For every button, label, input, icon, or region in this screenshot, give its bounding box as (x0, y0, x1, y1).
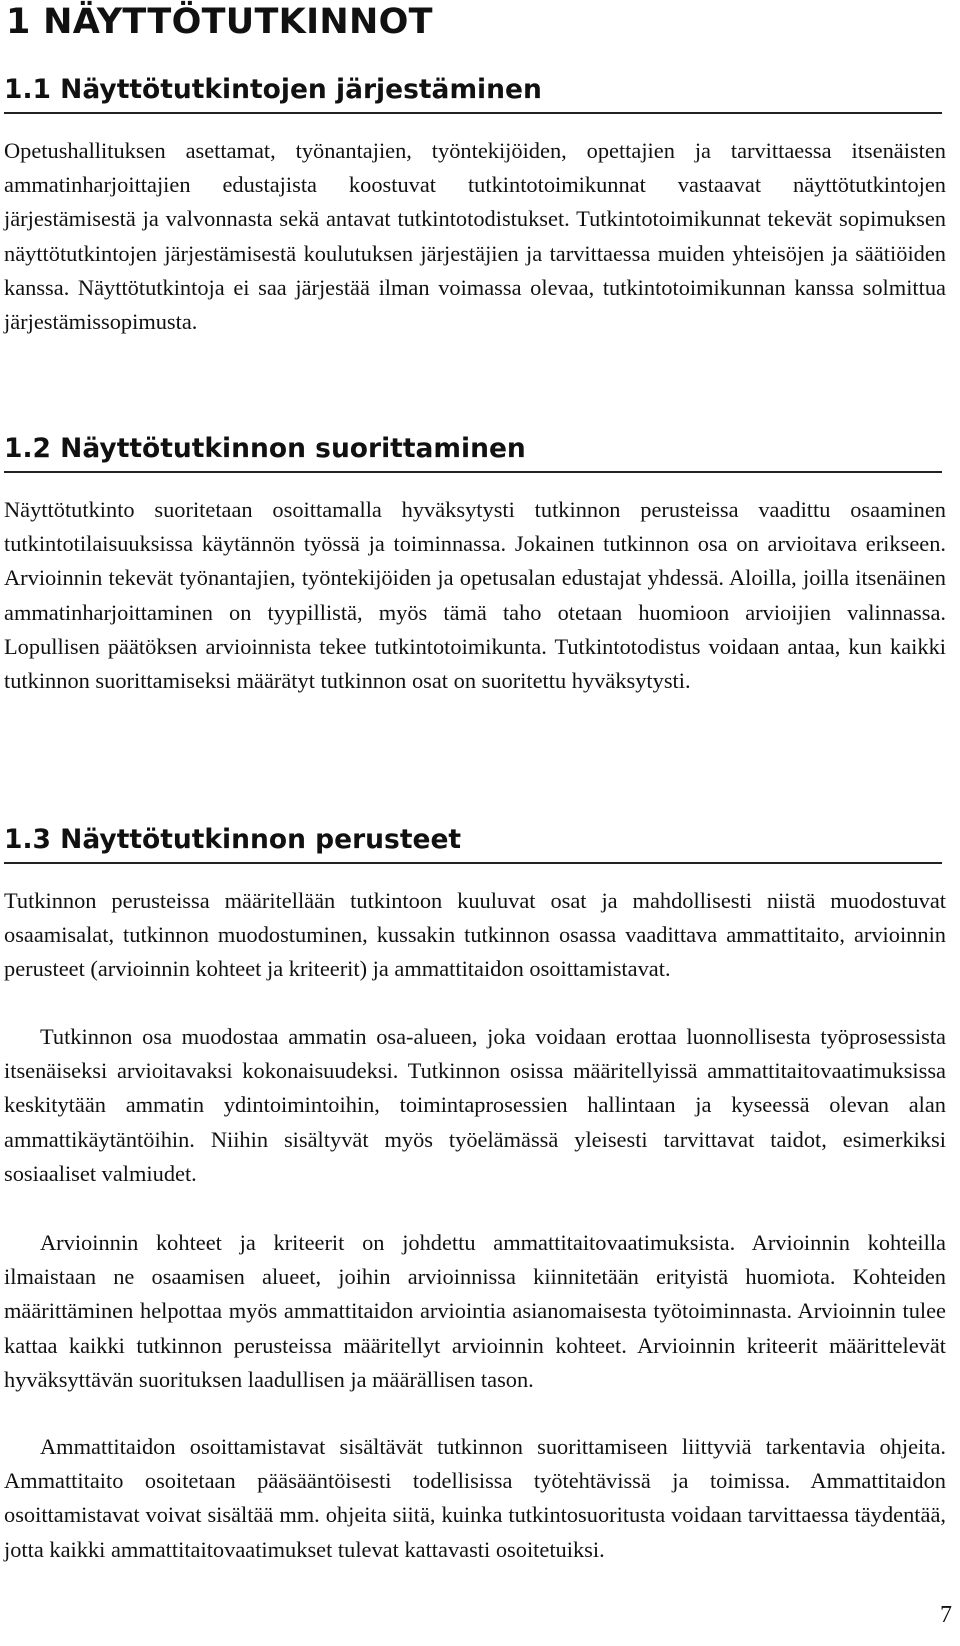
chapter-title: 1 NÄYTTÖTUTKINNOT (6, 2, 433, 42)
section-heading-1-1: 1.1 Näyttötutkintojen järjestäminen (4, 72, 942, 114)
section-heading-1-3: 1.3 Näyttötutkinnon perusteet (4, 822, 942, 864)
section-1-3-paragraph-3: Arvioinnin kohteet ja kriteerit on johdettu ammattitaitovaatimuksista. Arvioinnin kohteilla ilmaistaan ne osaamisen alueet, joihin arvioinnissa kiinnitetään erityistä huomiota. Kohteiden määrittäminen helpottaa myös ammattitaidon arviointia asianomaisesta työtoiminnasta. Arvioinnin tulee kattaa kaikki tutkinnon perusteissa määritellyt arvioinnin kohteet. Arvioinnin kriteerit määrittelevät hyväksyttävän suorituksen laadullisen ja määrällisen tason. (4, 1230, 946, 1392)
section-1-3-paragraph-2: Tutkinnon osa muodostaa ammatin osa-alueen, joka voidaan erottaa luonnollisesta työprosessista itsenäiseksi arvioitavaksi kokonaisuudeksi. Tutkinnon osissa määritellyissä ammattitaitovaatimuksissa keskitytään ammatin ydintoimintoihin, toimintaprosessien hallintaan ja kyseessä olevan alan ammattikäytäntöihin. Niihin sisältyvät myös työelämässä yleisesti tarvittavat taidot, esimerkiksi sosiaaliset valmiudet. (4, 1024, 946, 1186)
section-heading-1-2: 1.2 Näyttötutkinnon suorittaminen (4, 431, 942, 473)
section-1-3-paragraph-1: Tutkinnon perusteissa määritellään tutkintoon kuuluvat osat ja mahdollisesti niistä muodostuvat osaamisalat, tutkinnon muodostuminen, kussakin tutkinnon osassa vaadittava ammattitaito, arvioinnin perusteet (arvioinnin kohteet ja kriteerit) ja ammattitaidon osoittamistavat. (4, 888, 946, 982)
section-1-3-paragraph-4: Ammattitaidon osoittamistavat sisältävät tutkinnon suorittamiseen liittyviä tarkentavia ohjeita. Ammattitaito osoitetaan pääsääntöisesti todellisissa työtehtävissä ja toimissa. Ammattitaidon osoittamistavat voivat sisältää mm. ohjeita siitä, kuinka tutkintosuoritusta voidaan tarvittaessa täydentää, jotta kaikki ammattitaitovaatimukset tulevat kattavasti osoitetuiksi. (4, 1434, 946, 1562)
section-1-1-paragraph: Opetushallituksen asettamat, työnantajien, työntekijöiden, opettajien ja tarvittaessa itsenäisten ammatinharjoittajien edustajista koostuvat tutkintotoimikunnat vastaavat näyttötutkintojen järjestämisestä ja valvonnasta sekä antavat tutkintotodistukset. Tutkintotoimikunnat tekevät sopimuksen näyttötutkintojen järjestämisestä koulutuksen järjestäjien ja tarvittaessa muiden yhteisöjen ja säätiöiden kanssa. Näyttötutkintoja ei saa järjestää ilman voimassa olevaa, tutkintotoimikunnan kanssa solmittua järjestämissopimusta. (4, 138, 946, 335)
section-1-2-paragraph: Näyttötutkinto suoritetaan osoittamalla hyväksytysti tutkinnon perusteissa vaadittu osaaminen tutkintotilaisuuksissa käytännön työssä ja toiminnassa. Jokainen tutkinnon osa on arvioitava erikseen. Arvioinnin tekevät työnantajien, työntekijöiden ja opetusalan edustajat yhdessä. Aloilla, joilla itsenäinen ammatinharjoittaminen on tyypillistä, myös tämä taho otetaan huomioon arvioijien valinnassa. Lopullisen päätöksen arvioinnista tekee tutkintotoimikunta. Tutkintotodistus voidaan antaa, kun kaikki tutkinnon suorittamiseksi määrätyt tutkinnon osat on suoritettu hyväksytysti. (4, 497, 946, 694)
page-number: 7 (940, 1602, 952, 1628)
